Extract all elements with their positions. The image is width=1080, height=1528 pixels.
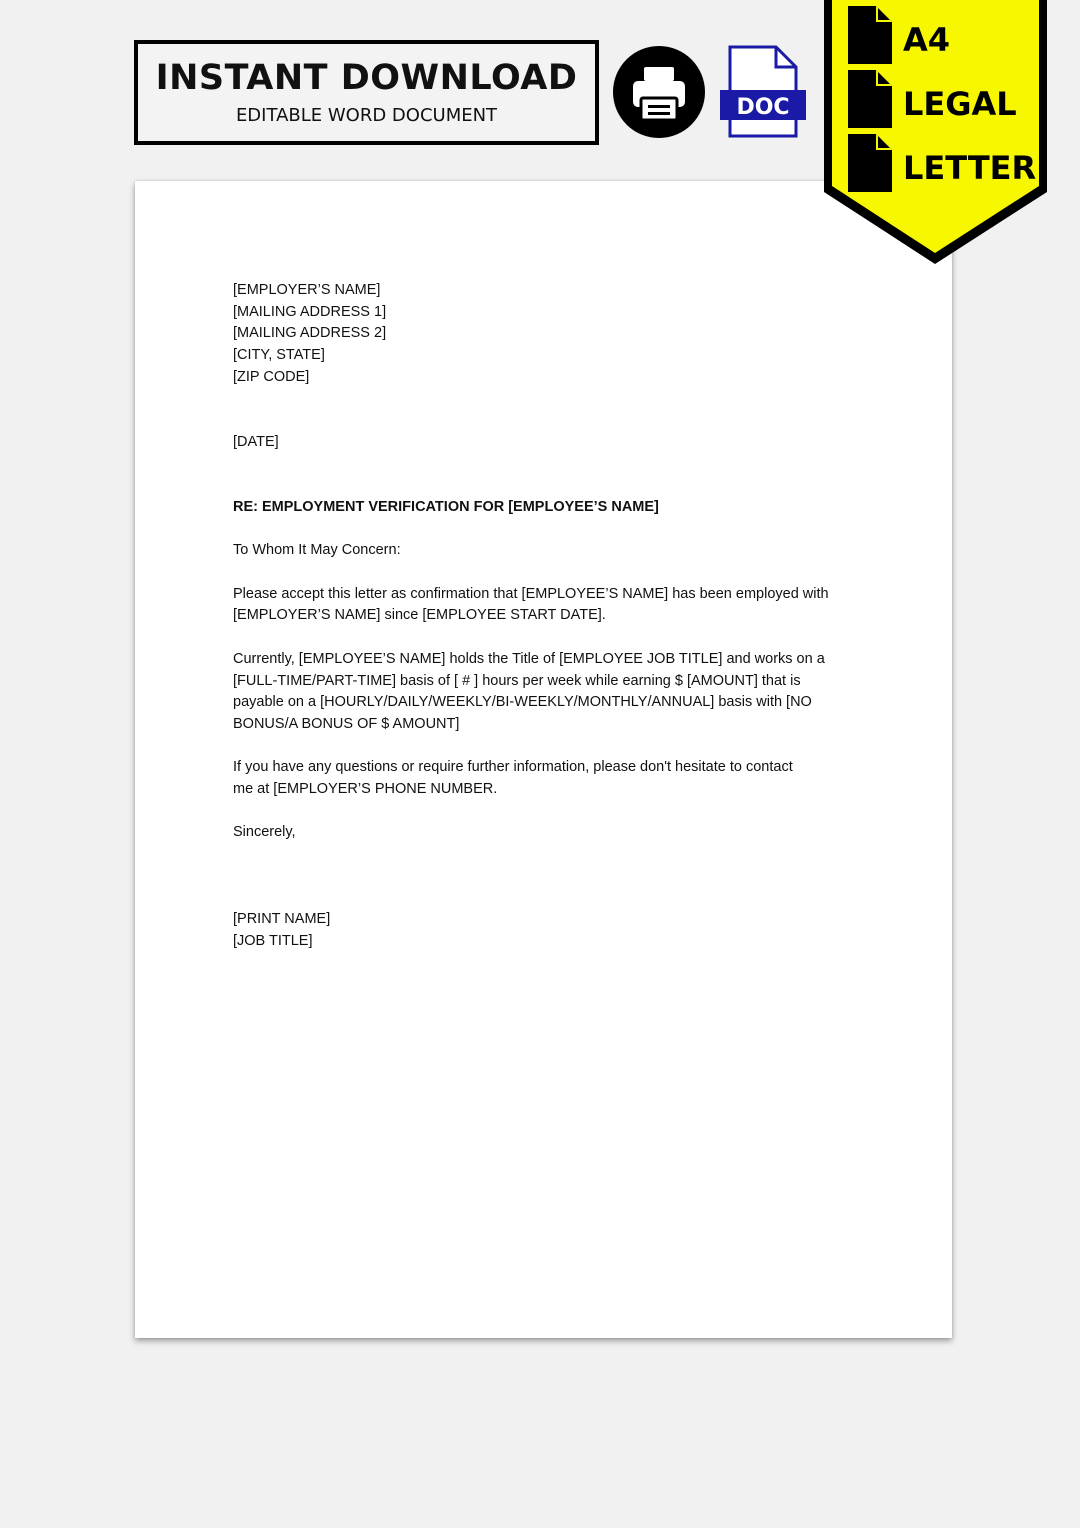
paragraph-line: [EMPLOYER’S NAME] since [EMPLOYEE START DATE]. (233, 607, 606, 624)
sender-line: [MAILING ADDRESS 1] (233, 303, 387, 320)
paragraph-line: me at [EMPLOYER’S PHONE NUMBER. (233, 781, 498, 798)
paragraph-line: [FULL-TIME/PART-TIME] basis of [ # ] hours per week while earning $ [AMOUNT] that is (233, 672, 801, 689)
paragraph-confirmation (233, 584, 873, 627)
paragraph-line: payable on a [HOURLY/DAILY/WEEKLY/BI-WEEKLY/MONTHLY/ANNUAL] basis with [NO (233, 694, 812, 711)
letter-date: [DATE] (233, 433, 279, 450)
doc-file-icon (718, 44, 808, 140)
signature-block (233, 909, 873, 952)
doc-icon-label: DOC (736, 95, 790, 120)
banner-subtitle: EDITABLE WORD DOCUMENT (235, 105, 498, 126)
letter-subject: RE: EMPLOYMENT VERIFICATION FOR [EMPLOYEE’S NAME] (233, 499, 659, 515)
sender-line: [ZIP CODE] (233, 368, 310, 385)
paragraph-line: If you have any questions or require further information, please don't hesitate to contact (233, 759, 793, 776)
letter-page (135, 181, 952, 1338)
signature-line: [JOB TITLE] (233, 932, 313, 949)
sender-line: [MAILING ADDRESS 2] (233, 325, 387, 342)
paragraph-line: BONUS/A BONUS OF $ AMOUNT] (233, 715, 460, 732)
letter-body (233, 280, 873, 953)
banner-title: INSTANT DOWNLOAD (155, 58, 578, 98)
paragraph-line: Currently, [EMPLOYEE’S NAME] holds the Title of [EMPLOYEE JOB TITLE] and works on a (233, 650, 825, 667)
format-a4: A4 (903, 21, 951, 59)
file-icon (848, 6, 892, 64)
letter-salutation: To Whom It May Concern: (233, 542, 401, 559)
paragraph-line: Please accept this letter as confirmation that [EMPLOYEE’S NAME] has been employed with (233, 585, 829, 602)
printer-icon (613, 46, 705, 138)
sender-line: [EMPLOYER’S NAME] (233, 282, 381, 298)
signature-line: [PRINT NAME] (233, 911, 331, 928)
paragraph-employment-details (233, 649, 873, 736)
format-letter: LETTER (903, 149, 1037, 187)
letter-closing: Sincerely, (233, 824, 296, 841)
format-legal: LEGAL (903, 85, 1017, 123)
file-icon (848, 70, 892, 128)
sender-line: [CITY, STATE] (233, 347, 325, 364)
file-icon (848, 134, 892, 192)
sender-address (233, 280, 873, 389)
instant-download-banner (134, 40, 599, 145)
paragraph-contact (233, 757, 873, 800)
